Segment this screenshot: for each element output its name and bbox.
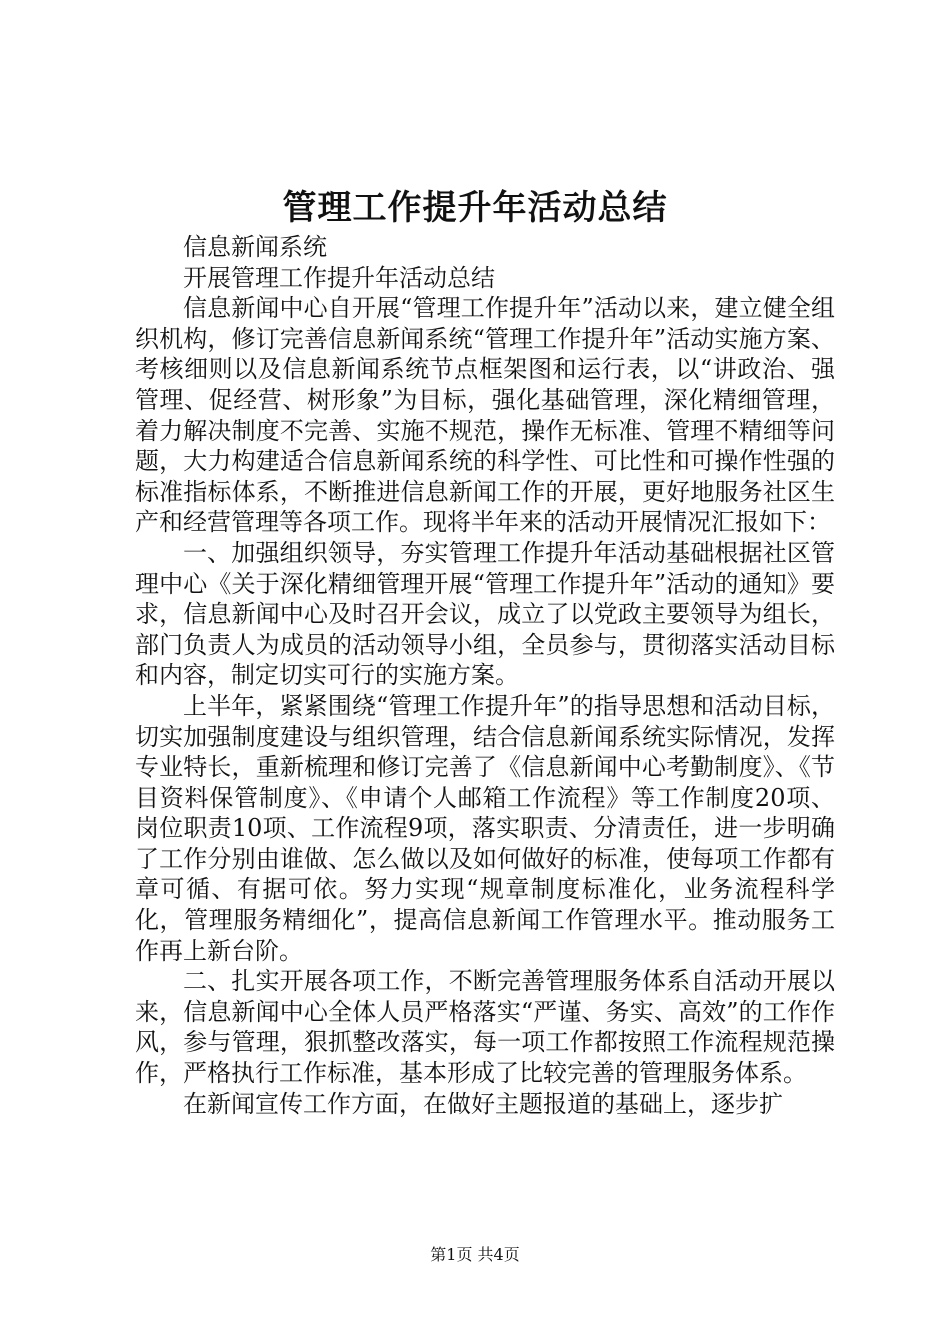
document-body [135,232,835,1119]
document-title: 管理工作提升年活动总结 [282,188,668,228]
paragraph-first-half: 上半年，紧紧围绕“管理工作提升年”的指导思想和活动目标，切实加强制度建设与组织管理，结合信息新闻系统实际情况，发挥专业特长，重新梳理和修订完善了《信息新闻中心考勤制度》、《节目资料保管制度》、《申请个人邮箱工作流程》等工作制度20项、岗位职责10项、工作流程9项，落实职责、分清责任，进一步明确了工作分别由谁做、怎么做以及如何做好的标准，使每项工作都有章可循、有据可依。努力实现“规章制度标准化，业务流程科学化，管理服务精细化”，提高信息新闻工作管理水平。推动服务工作再上新台阶。 [135,691,835,965]
paragraph-news-publicity: 在新闻宣传工作方面，在做好主题报道的基础上，逐步扩 [183,1089,783,1118]
paragraph-section-one: 一、加强组织领导，夯实管理工作提升年活动基础根据社区管理中心《关于深化精细管理开展“管理工作提升年”活动的通知》要求，信息新闻中心及时召开会议，成立了以党政主要领导为组长，部门负责人为成员的活动领导小组，全员参与，贯彻落实活动目标和内容，制定切实可行的实施方案。 [135,538,835,690]
paragraph-intro: 信息新闻中心自开展“管理工作提升年”活动以来，建立健全组织机构，修订完善信息新闻系统“管理工作提升年”活动实施方案、考核细则以及信息新闻系统节点框架图和运行表，以“讲政治、强管理、促经营、树形象”为目标，强化基础管理，深化精细管理，着力解决制度不完善、实施不规范，操作无标准、管理不精细等问题，大力构建适合信息新闻系统的科学性、可比性和可操作性强的标准指标体系，不断推进信息新闻工作的开展，更好地服务社区生产和经营管理等各项工作。现将半年来的活动开展情况汇报如下： [135,294,835,537]
paragraph-subtitle: 开展管理工作提升年活动总结 [183,263,495,292]
paragraph-department: 信息新闻系统 [183,233,327,261]
paragraph-section-two: 二、扎实开展各项工作，不断完善管理服务体系自活动开展以来，信息新闻中心全体人员严格落实“严谨、务实、高效”的工作作风，参与管理，狠抓整改落实，每一项工作都按照工作流程规范操作，严格执行工作标准，基本形成了比较完善的管理服务体系。 [135,967,835,1088]
page-number-footer: 第1页 共4页 [430,1245,520,1264]
